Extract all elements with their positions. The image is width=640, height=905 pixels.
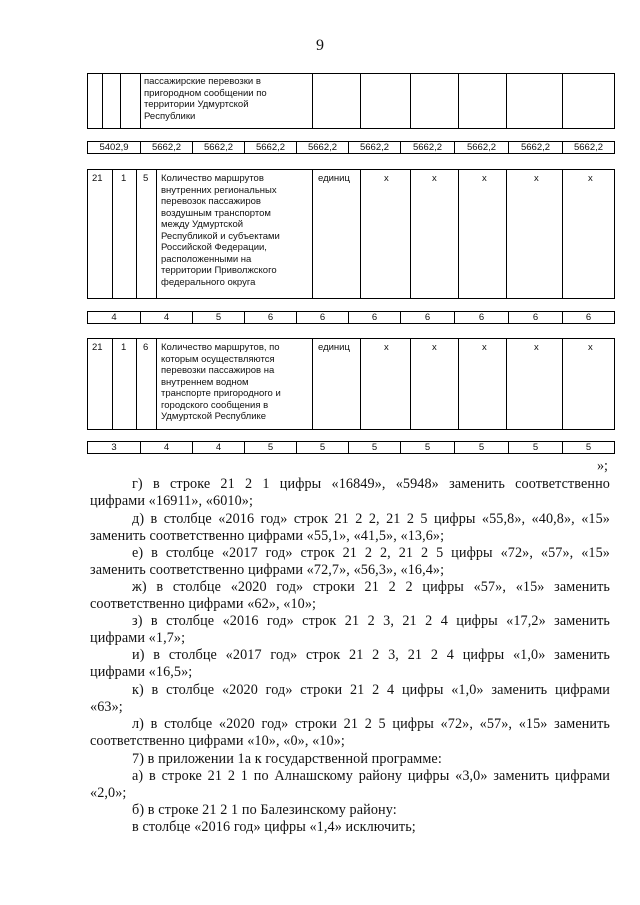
paragraph-a: а) в строке 21 2 1 по Алнашскому району цифры «3,0» заменить цифрами «2,0»; bbox=[90, 768, 610, 801]
paragraph-b-sub: в столбце «2016 год» цифры «1,4» исключить; bbox=[132, 819, 416, 835]
code-cell: 21 bbox=[92, 173, 103, 184]
top-table-text: пассажирские перевозки в пригородном сообщении по территории Удмуртской Республики bbox=[144, 76, 267, 122]
paragraph-g: г) в строке 21 2 1 цифры «16849», «5948» заменить соответственно цифрами «16911», «6010»; bbox=[90, 476, 610, 509]
paragraph-z: з) в столбце «2016 год» строк 21 2 3, 21 2 4 цифры «17,2» заменить цифрами «1,7»; bbox=[90, 613, 610, 646]
indicator-name: Количество маршрутов, по которым осуществляются перевозки пассажиров на внутреннем водном транспорте пригородного и городского сообщения в Удмуртской Республике bbox=[161, 342, 281, 422]
mark-cell: x bbox=[384, 173, 389, 184]
code-cell: 1 bbox=[121, 173, 127, 184]
indicator-name: Количество маршрутов внутренних региональных перевозок пассажиров воздушным транспортом между Удмуртской Республикой и субъектами Российской Федерации, расположенными на территории Приволжского федерального округа bbox=[161, 173, 280, 288]
code-cell: 5 bbox=[143, 173, 149, 184]
unit-cell: единиц bbox=[318, 342, 350, 353]
unit-cell: единиц bbox=[318, 173, 350, 184]
paragraph-d: д) в столбце «2016 год» строк 21 2 2, 21 2 5 цифры «55,8», «40,8», «15» заменить соответственно цифрами «55,1», «41,5», «13,6»; bbox=[90, 511, 610, 544]
paragraph-e: е) в столбце «2017 год» строк 21 2 2, 21 2 5 цифры «72», «57», «15» заменить соответственно цифрами «72,7», «56,3», «16,4»; bbox=[90, 545, 610, 578]
paragraph-k: к) в столбце «2020 год» строки 21 2 4 цифры «1,0» заменить цифрами «63»; bbox=[90, 682, 610, 715]
mark-cell: x bbox=[432, 173, 437, 184]
page-number: 9 bbox=[316, 37, 324, 54]
closing-quote-mark: »; bbox=[596, 458, 608, 474]
code-cell: 21 bbox=[92, 342, 103, 353]
paragraph-zh: ж) в столбце «2020 год» строки 21 2 2 цифры «57», «15» заменить соответственно цифрами «62», «10»; bbox=[90, 579, 610, 612]
paragraph-7: 7) в приложении 1а к государственной программе: bbox=[132, 751, 442, 767]
values-row-1: 5402,9 5662,2 5662,2 5662,2 5662,2 5662,2 5662,2 5662,2 5662,2 5662,2 bbox=[87, 141, 615, 154]
mark-cell: x bbox=[534, 173, 539, 184]
values-row-3: 3 4 4 5 5 5 5 5 5 5 bbox=[87, 441, 615, 454]
paragraph-l: л) в столбце «2020 год» строки 21 2 5 цифры «72», «57», «15» заменить соответственно цифрами «10», «0», «10»; bbox=[90, 716, 610, 749]
paragraph-b: б) в строке 21 2 1 по Балезинскому району: bbox=[132, 802, 397, 818]
mark-cell: x bbox=[482, 342, 487, 353]
mark-cell: x bbox=[384, 342, 389, 353]
table-fragment-top bbox=[87, 73, 615, 129]
code-cell: 6 bbox=[143, 342, 149, 353]
table-row-21-1-5 bbox=[87, 169, 615, 299]
paragraph-i: и) в столбце «2017 год» строк 21 2 3, 21 2 4 цифры «1,0» заменить цифрами «16,5»; bbox=[90, 647, 610, 680]
mark-cell: x bbox=[588, 342, 593, 353]
mark-cell: x bbox=[588, 173, 593, 184]
mark-cell: x bbox=[482, 173, 487, 184]
values-row-2: 4 4 5 6 6 6 6 6 6 6 bbox=[87, 311, 615, 324]
mark-cell: x bbox=[534, 342, 539, 353]
table-row-21-1-6 bbox=[87, 338, 615, 430]
mark-cell: x bbox=[432, 342, 437, 353]
code-cell: 1 bbox=[121, 342, 127, 353]
